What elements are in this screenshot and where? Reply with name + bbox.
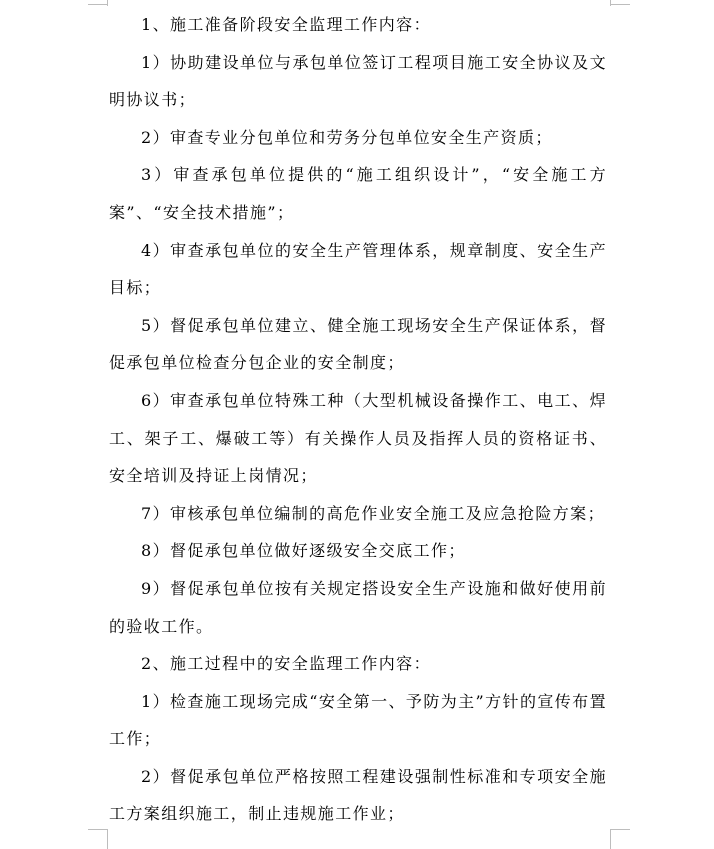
margin-mark-bottom-left — [107, 829, 108, 849]
list-item: 3）审查承包单位提供的“施工组织设计”，“安全施工方案”、“安全技术措施”； — [109, 165, 607, 222]
list-item: 7）审核承包单位编制的高危作业安全施工及应急抢险方案； — [141, 503, 605, 523]
list-item: 9）督促承包单位按有关规定搭设安全生产设施和做好使用前的验收工作。 — [109, 578, 607, 636]
list-item: 4）审查承包单位的安全生产管理体系，规章制度、安全生产目标； — [109, 240, 607, 298]
margin-mark-top-left — [88, 4, 108, 5]
margin-mark-bottom-left — [88, 829, 108, 830]
list-item: 2）督促承包单位严格按照工程建设强制性标准和专项安全施工方案组织施工，制止违规施工作业； — [109, 766, 607, 824]
list-item: 1）检查施工现场完成“安全第一、予防为主”方针的宣传布置工作； — [109, 691, 607, 749]
margin-mark-top-right — [610, 4, 630, 5]
section-heading: 2、施工过程中的安全监理工作内容： — [141, 654, 431, 674]
margin-mark-bottom-right — [610, 829, 630, 830]
document-body — [109, 6, 607, 833]
list-item: 5）督促承包单位建立、健全施工现场安全生产保证体系，督促承包单位检查分包企业的安全制度； — [109, 315, 607, 373]
margin-mark-bottom-right — [610, 829, 611, 849]
margin-mark-top-left — [107, 0, 108, 6]
list-item: 2）审查专业分包单位和劳务分包单位安全生产资质； — [141, 127, 553, 147]
list-item: 6）审查承包单位特殊工种（大型机械设备操作工、电工、焊工、架子工、爆破工等）有关操作人员及指挥人员的资格证书、安全培训及持证上岗情况； — [109, 390, 607, 486]
margin-mark-top-right — [610, 0, 611, 6]
list-item: 1）协助建设单位与承包单位签订工程项目施工安全协议及文明协议书； — [109, 52, 607, 110]
section-heading: 1、施工准备阶段安全监理工作内容： — [141, 15, 431, 34]
list-item: 8）督促承包单位做好逐级安全交底工作； — [141, 541, 466, 561]
